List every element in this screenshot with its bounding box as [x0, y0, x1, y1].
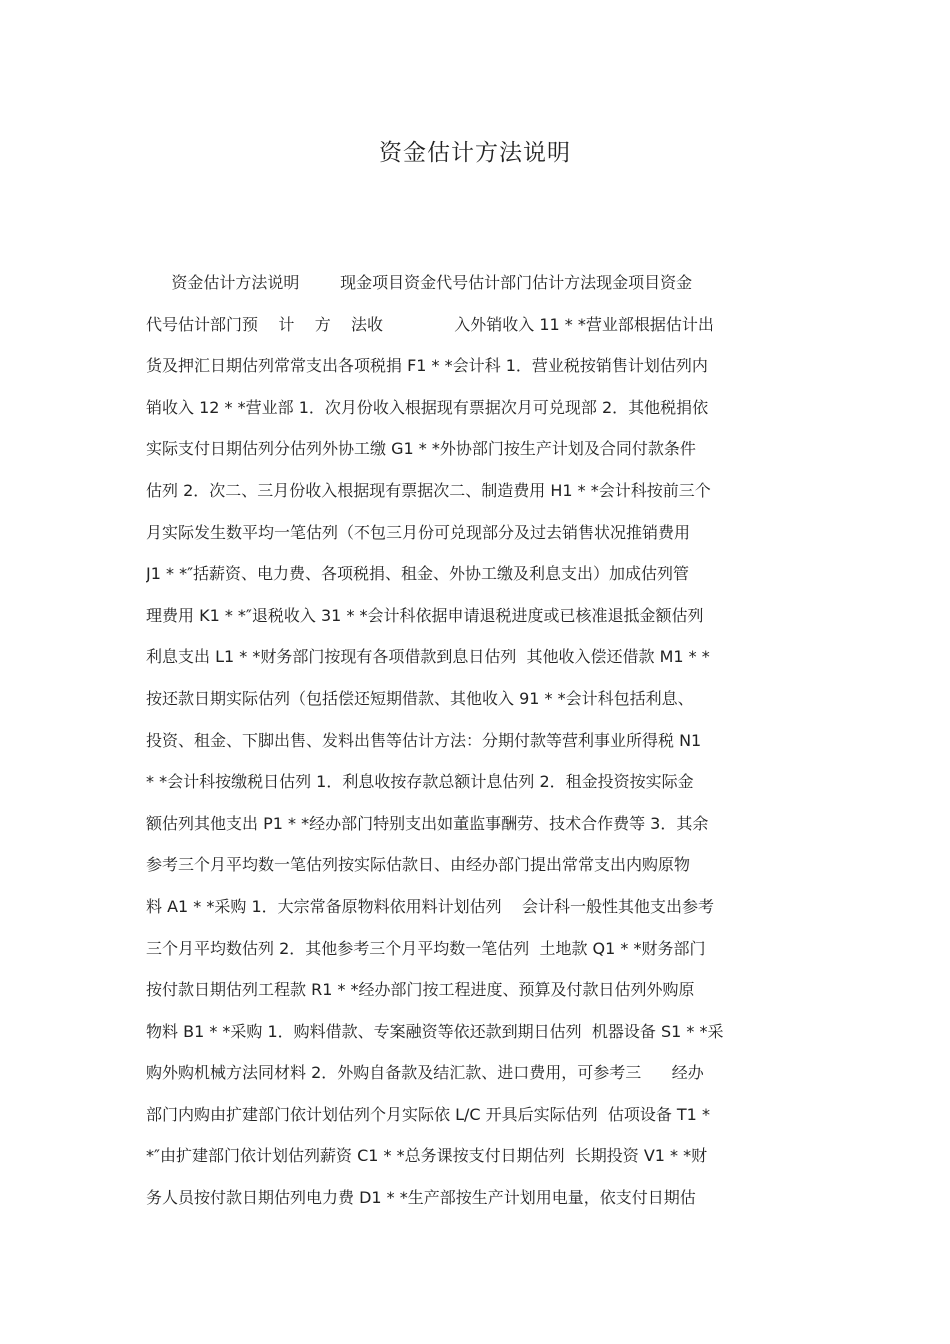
body-line: 销收入 12 * *营业部 1．次月份收入根据现有票据次月可兑现部 2．其他税捐依 [146, 397, 709, 417]
document-body [146, 262, 806, 1219]
body-line: 按付款日期估列工程款 R1 * *经办部门按工程进度、预算及付款日估列外购原 [146, 980, 695, 1000]
body-line: 利息支出 L1 * *财务部门按现有各项借款到息日估列 其他收入偿还借款 M1 * * [146, 647, 710, 667]
body-line: 货及押汇日期估列常常支出各项税捐 F1 * *会计科 1．营业税按销售计划估列内 [146, 356, 708, 376]
document-title: 资金估计方法说明 [379, 140, 571, 166]
body-line: 代号估计部门预 计 方 法收 入外销收入 11 * *营业部根据估计出 [146, 314, 714, 334]
body-line: 三个月平均数估列 2．其他参考三个月平均数一笔估列 土地款 Q1 * *财务部门 [146, 938, 706, 958]
body-line: * *会计科按缴税日估列 1．利息收按存款总额计息估列 2．租金投资按实际金 [146, 772, 694, 792]
body-line: J1 * *″括薪资、电力费、各项税捐、租金、外协工缴及利息支出）加成估列管 [146, 564, 690, 584]
body-line: *″由扩建部门依计划估列薪资 C1 * *总务课按支付日期估列 长期投资 V1 * *财 [146, 1146, 708, 1166]
body-line: 理费用 K1 * *″退税收入 31 * *会计科依据申请退税进度或已核准退抵金额估列 [146, 605, 704, 625]
body-line: 物料 B1 * *采购 1．购料借款、专案融资等依还款到期日估列 机器设备 S1 * *采 [146, 1021, 724, 1041]
body-line: 按还款日期实际估列（包括偿还短期借款、其他收入 91 * *会计科包括利息、 [146, 688, 694, 708]
body-line: 投资、租金、下脚出售、发料出售等估计方法：分期付款等营利事业所得税 N1 [146, 730, 702, 750]
body-line: 实际支付日期估列分估列外协工缴 G1 * *外协部门按生产计划及合同付款条件 [146, 439, 696, 459]
body-line: 购外购机械方法同材料 2．外购自备款及结汇款、进口费用，可参考三 经办 [146, 1063, 704, 1083]
body-line: 资金估计方法说明 现金项目资金代号估计部门估计方法现金项目资金 [146, 273, 693, 292]
body-line: 额估列其他支出 P1 * *经办部门特别支出如董监事酬劳、技术合作费等 3．其余 [146, 813, 709, 833]
body-line: 务人员按付款日期估列电力费 D1 * *生产部按生产计划用电量，依支付日期估 [146, 1188, 696, 1208]
body-line: 估列 2．次二、三月份收入根据现有票据次二、制造费用 H1 * *会计科按前三个 [146, 480, 711, 500]
body-line: 料 A1 * *采购 1．大宗常备原物料依用料计划估列 会计科一般性其他支出参考 [146, 896, 714, 916]
body-line: 部门内购由扩建部门依计划估列个月实际依 L/C 开具后实际估列 估项设备 T1 * [146, 1104, 710, 1124]
body-line: 月实际发生数平均一笔估列（不包三月份可兑现部分及过去销售状况推销费用 [146, 522, 691, 542]
body-line: 参考三个月平均数一笔估列按实际估款日、由经办部门提出常常支出内购原物 [146, 855, 691, 875]
